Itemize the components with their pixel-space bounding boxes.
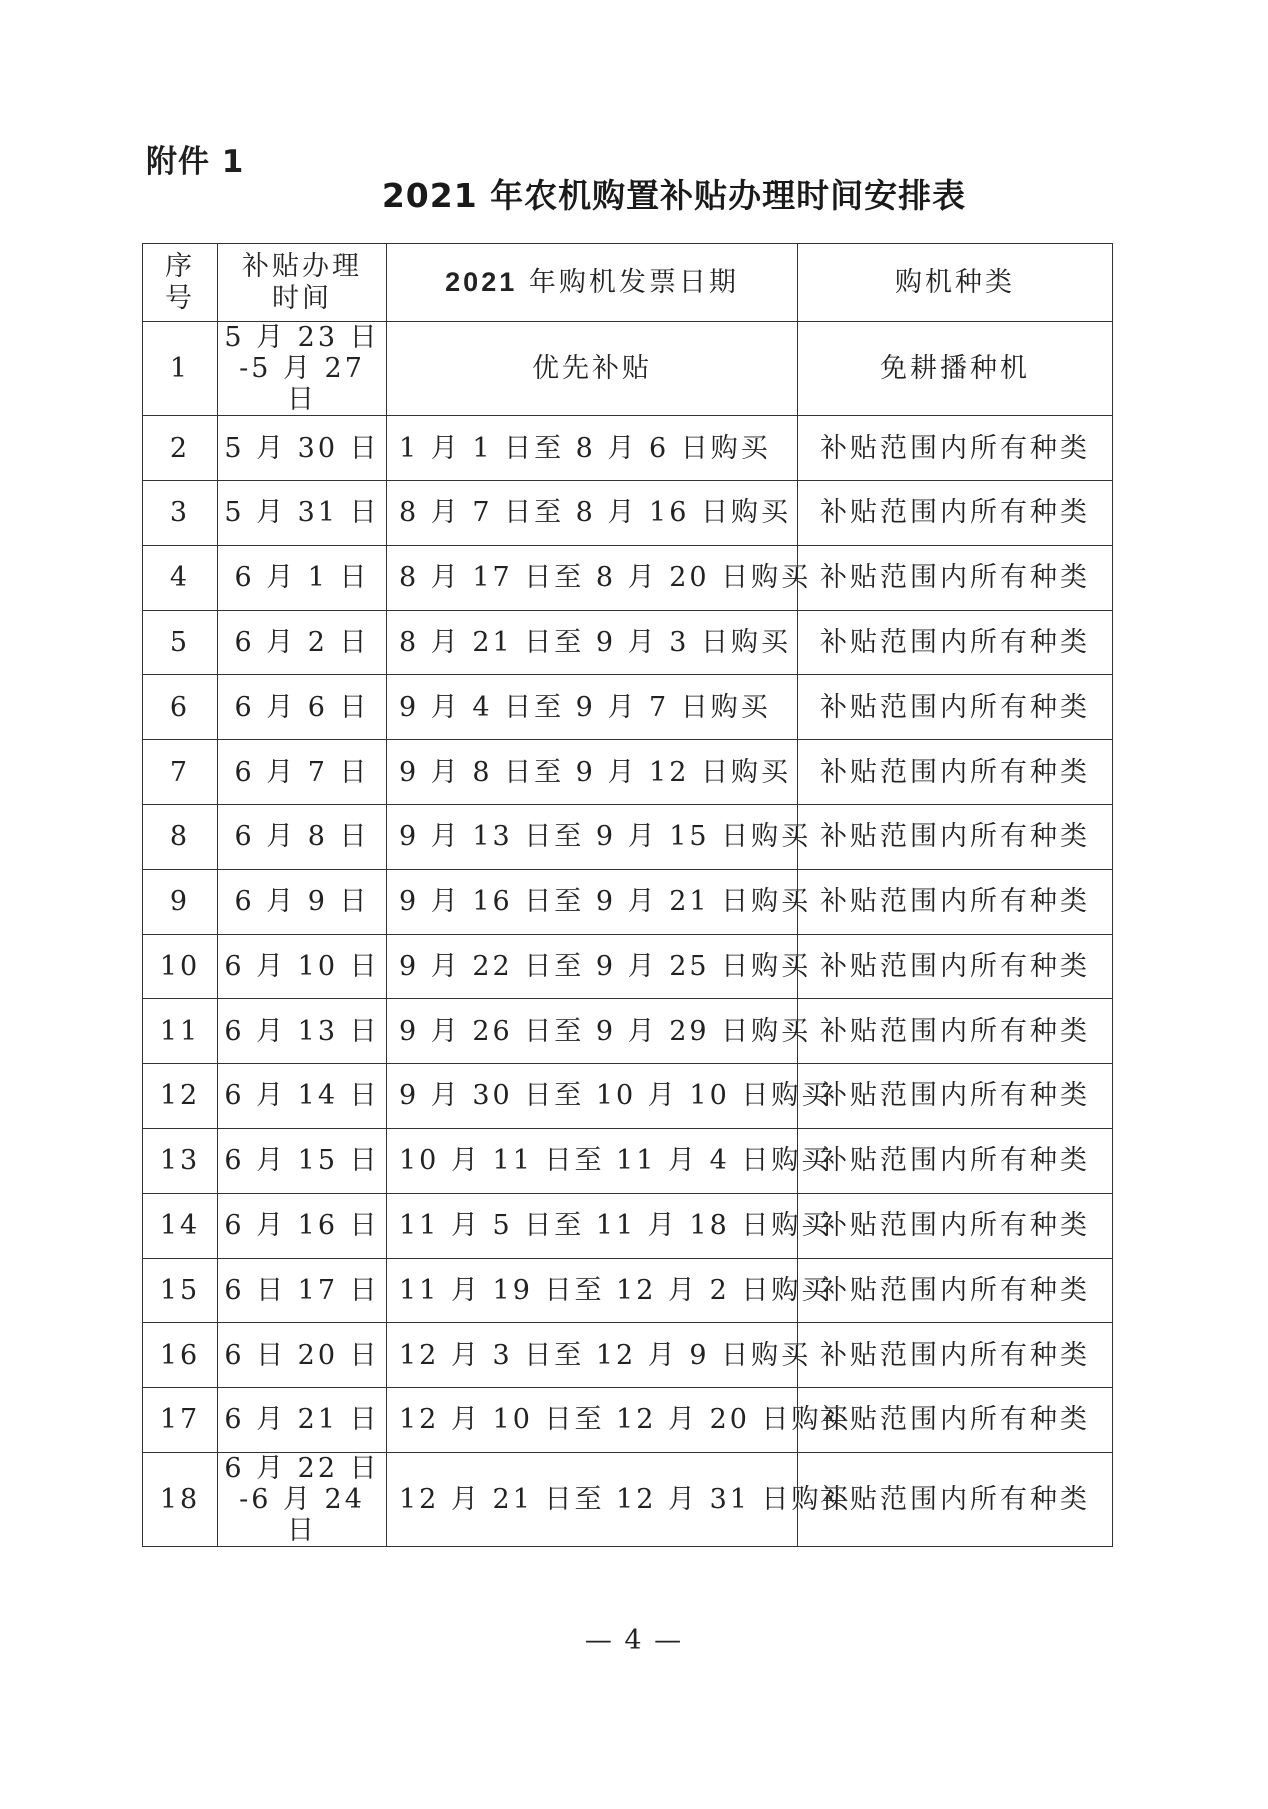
table-header-row [143, 244, 1113, 322]
table-row [143, 1388, 1113, 1453]
cell-processing-time: 5 月 30 日 [218, 416, 387, 481]
cell-invoice-date: 11 月 5 日至 11 月 18 日购买 [387, 1193, 798, 1258]
document-title: 2021 年农机购置补贴办理时间安排表 [381, 176, 967, 215]
attachment-label: 附件 1 [146, 144, 245, 180]
cell-processing-time: 6 月 7 日 [218, 740, 387, 805]
cell-seq: 11 [143, 999, 218, 1064]
cell-seq: 6 [143, 675, 218, 740]
header-seq-line1: 序 [165, 251, 195, 283]
table-row [143, 934, 1113, 999]
cell-category: 补贴范围内所有种类 [798, 1323, 1113, 1388]
cell-invoice-date: 优先补贴 [387, 322, 798, 416]
cell-invoice-date: 12 月 3 日至 12 月 9 日购买 [387, 1323, 798, 1388]
table-row [143, 416, 1113, 481]
cell-invoice-date: 9 月 13 日至 9 月 15 日购买 [387, 804, 798, 869]
cell-category: 补贴范围内所有种类 [798, 1193, 1113, 1258]
cell-category: 免耕播种机 [798, 322, 1113, 416]
header-time-line2: 时间 [272, 282, 332, 314]
cell-invoice-date: 10 月 11 日至 11 月 4 日购买 [387, 1128, 798, 1193]
cell-invoice-date: 8 月 21 日至 9 月 3 日购买 [387, 610, 798, 675]
cell-category: 补贴范围内所有种类 [798, 869, 1113, 934]
cell-seq: 17 [143, 1388, 218, 1453]
cell-processing-time: 6 月 8 日 [218, 804, 387, 869]
cell-invoice-date: 12 月 21 日至 12 月 31 日购买 [387, 1452, 798, 1546]
cell-category: 补贴范围内所有种类 [798, 1388, 1113, 1453]
cell-processing-time: 6 月 1 日 [218, 545, 387, 610]
cell-seq: 13 [143, 1128, 218, 1193]
cell-seq: 12 [143, 1064, 218, 1129]
cell-seq: 8 [143, 804, 218, 869]
header-time-line1: 补贴办理 [242, 251, 362, 283]
header-seq-line2: 号 [165, 282, 195, 314]
table-row [143, 869, 1113, 934]
cell-processing-time [218, 1452, 387, 1546]
cell-processing-time: 6 月 21 日 [218, 1388, 387, 1453]
cell-category: 补贴范围内所有种类 [798, 675, 1113, 740]
cell-category: 补贴范围内所有种类 [798, 480, 1113, 545]
cell-invoice-date: 9 月 8 日至 9 月 12 日购买 [387, 740, 798, 805]
cell-category: 补贴范围内所有种类 [798, 1064, 1113, 1129]
table-row [143, 1452, 1113, 1546]
cell-seq: 2 [143, 416, 218, 481]
cell-invoice-date: 1 月 1 日至 8 月 6 日购买 [387, 416, 798, 481]
cell-time-line1: 6 月 22 日 [224, 1452, 380, 1484]
cell-time-line2: -6 月 24 日 [239, 1483, 365, 1546]
cell-invoice-date: 8 月 17 日至 8 月 20 日购买 [387, 545, 798, 610]
cell-category: 补贴范围内所有种类 [798, 1128, 1113, 1193]
cell-processing-time: 6 月 10 日 [218, 934, 387, 999]
cell-invoice-date: 8 月 7 日至 8 月 16 日购买 [387, 480, 798, 545]
cell-seq: 9 [143, 869, 218, 934]
table-row [143, 675, 1113, 740]
cell-processing-time [218, 322, 387, 416]
header-date-rest: 年购机发票日期 [517, 266, 739, 298]
cell-processing-time: 6 月 9 日 [218, 869, 387, 934]
cell-invoice-date: 9 月 4 日至 9 月 7 日购买 [387, 675, 798, 740]
table-body [143, 322, 1113, 1547]
table-row [143, 740, 1113, 805]
cell-category: 补贴范围内所有种类 [798, 545, 1113, 610]
cell-processing-time: 6 日 20 日 [218, 1323, 387, 1388]
cell-processing-time: 6 月 14 日 [218, 1064, 387, 1129]
cell-seq: 7 [143, 740, 218, 805]
cell-seq: 3 [143, 480, 218, 545]
cell-processing-time: 6 日 17 日 [218, 1258, 387, 1323]
cell-invoice-date: 9 月 16 日至 9 月 21 日购买 [387, 869, 798, 934]
table-row [143, 1064, 1113, 1129]
cell-time-line2: -5 月 27 日 [239, 353, 365, 416]
table-row [143, 1193, 1113, 1258]
table-row [143, 1323, 1113, 1388]
table-row [143, 610, 1113, 675]
table-row [143, 1258, 1113, 1323]
cell-seq: 14 [143, 1193, 218, 1258]
cell-processing-time: 6 月 15 日 [218, 1128, 387, 1193]
cell-category: 补贴范围内所有种类 [798, 610, 1113, 675]
cell-category: 补贴范围内所有种类 [798, 1258, 1113, 1323]
table-row [143, 322, 1113, 416]
cell-seq: 1 [143, 322, 218, 416]
header-processing-time [218, 244, 387, 322]
cell-category: 补贴范围内所有种类 [798, 804, 1113, 869]
header-invoice-date [387, 244, 798, 322]
cell-processing-time: 6 月 13 日 [218, 999, 387, 1064]
cell-invoice-date: 9 月 30 日至 10 月 10 日购买 [387, 1064, 798, 1129]
cell-time-line1: 5 月 23 日 [224, 322, 380, 353]
cell-processing-time: 6 月 2 日 [218, 610, 387, 675]
table-row [143, 545, 1113, 610]
cell-category: 补贴范围内所有种类 [798, 934, 1113, 999]
table-row [143, 999, 1113, 1064]
table-row [143, 1128, 1113, 1193]
cell-processing-time: 6 月 16 日 [218, 1193, 387, 1258]
table-row [143, 804, 1113, 869]
cell-invoice-date: 9 月 26 日至 9 月 29 日购买 [387, 999, 798, 1064]
cell-category: 补贴范围内所有种类 [798, 740, 1113, 805]
cell-seq: 10 [143, 934, 218, 999]
header-category: 购机种类 [798, 244, 1113, 322]
cell-seq: 18 [143, 1452, 218, 1546]
cell-invoice-date: 12 月 10 日至 12 月 20 日购买 [387, 1388, 798, 1453]
subsidy-schedule-table [142, 243, 1113, 1547]
header-date-year: 2021 [445, 266, 518, 297]
table-row [143, 480, 1113, 545]
cell-processing-time: 6 月 6 日 [218, 675, 387, 740]
header-seq [143, 244, 218, 322]
cell-invoice-date: 11 月 19 日至 12 月 2 日购买 [387, 1258, 798, 1323]
cell-category: 补贴范围内所有种类 [798, 999, 1113, 1064]
page-number: — 4 — [584, 1625, 684, 1656]
cell-category: 补贴范围内所有种类 [798, 416, 1113, 481]
cell-category: 补贴范围内所有种类 [798, 1452, 1113, 1546]
cell-processing-time: 5 月 31 日 [218, 480, 387, 545]
cell-invoice-date: 9 月 22 日至 9 月 25 日购买 [387, 934, 798, 999]
cell-seq: 15 [143, 1258, 218, 1323]
cell-seq: 4 [143, 545, 218, 610]
cell-seq: 5 [143, 610, 218, 675]
cell-seq: 16 [143, 1323, 218, 1388]
